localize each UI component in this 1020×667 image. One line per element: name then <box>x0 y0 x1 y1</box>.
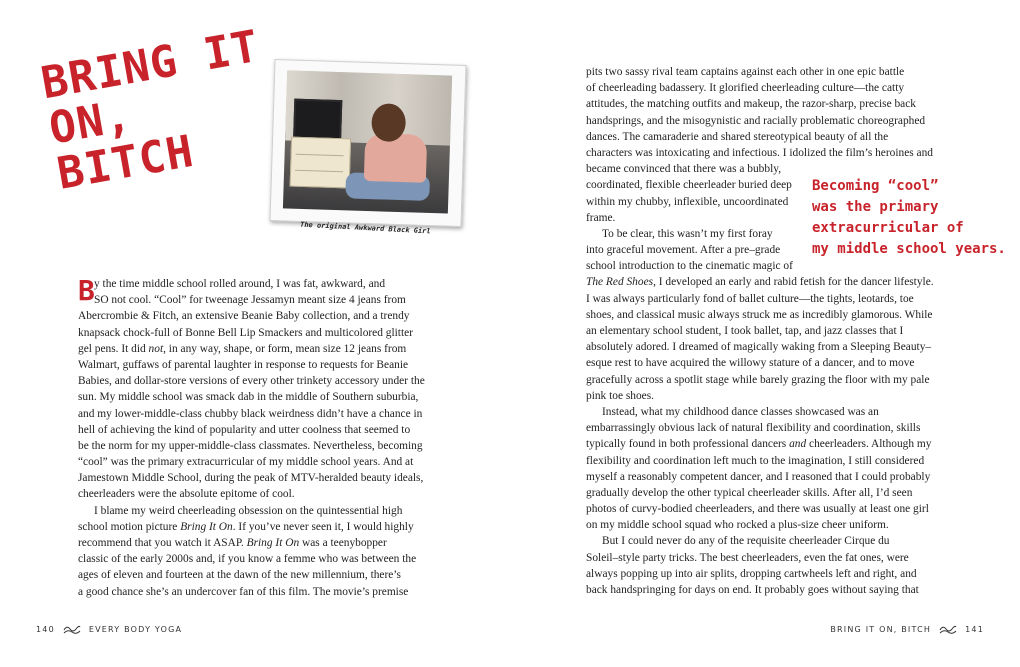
page-number: 141 <box>965 624 984 634</box>
text-line: Jamestown Middle School, during the peak of MTV-heralded beauty ideals, <box>78 472 424 485</box>
text-line: a good chance she’s an undercover fan of this film. The movie’s premise <box>78 585 409 598</box>
text-line: into graceful movement. After a pre–grade <box>586 244 781 257</box>
wave-icon <box>939 624 957 634</box>
text-line: But I could never do any of the requisite cheerleader Cirque du <box>602 535 890 548</box>
text-line: ages of eleven and fourteen at the dawn of the new millennium, there’s <box>78 569 401 582</box>
text-line: always popping up into air splits, dropping cartwheels left and right, and <box>586 567 917 580</box>
polaroid-photo <box>270 59 467 227</box>
text-line: shoes, and classical music always struck me as incredibly glamorous. While <box>586 308 933 321</box>
pull-quote-line: my middle school years. <box>812 241 1006 257</box>
text-line: embarrassingly obvious lack of natural flexibility and coordination, skills <box>586 422 921 435</box>
text-line: school introduction to the cinematic magic of <box>586 260 793 273</box>
footer-left <box>36 624 182 634</box>
text-line: hell of achieving the kind of popularity and utter coolness that seemed to <box>78 423 411 436</box>
pull-quote <box>812 176 1012 260</box>
text-line: typically found in both professional dancers and cheerleaders. Although my <box>586 438 932 451</box>
text-line: handsprings, and the misogynistic and racially problematic choreographed <box>586 114 926 127</box>
text-line: frame. <box>586 211 616 224</box>
text-line: back handspringing for days on end. It probably goes without saying that <box>586 584 919 596</box>
text-line: school motion picture Bring It On. If you’ve never seen it, I would highly <box>78 520 414 533</box>
text-line: pits two sassy rival team captains against each other in one epic battle <box>586 66 905 78</box>
chapter-title <box>38 20 298 198</box>
text-line: absolutely adored. I dreamed of magically waking from a Sleeping Beauty– <box>586 341 932 354</box>
chapter-title-line-2: ON, BITCH <box>45 90 198 200</box>
text-line: Instead, what my childhood dance classes showcased was an <box>602 405 879 418</box>
text-line: Abercrombie & Fitch, an extensive Beanie Baby collection, and a trendy <box>78 310 410 323</box>
text-line: flexibility and coordination left much to the imagination, I still considered <box>586 454 925 467</box>
text-line: on my middle school squad who rocked a plus-size cheer uniform. <box>586 519 889 532</box>
text-line: dances. The camaraderie and shared stereotypical beauty of all the <box>586 130 889 143</box>
right-body-text <box>586 64 946 598</box>
text-line: photos of curvy-bodied cheerleaders, and there was usually at least one girl <box>586 503 929 516</box>
text-line: gradually develop the other typical cheerleader skills. After all, I’d seen <box>586 486 913 499</box>
text-line: classic of the early 2000s and, if you know a femme who was between the <box>78 553 417 566</box>
wave-icon <box>63 624 81 634</box>
text-line: I blame my weird cheerleading obsession on the quintessential high <box>94 504 403 517</box>
text-line: knapsack chock-full of Bonne Bell Lip Smackers and multicolored glitter <box>78 326 413 339</box>
running-head: BRING IT ON, BITCH <box>830 624 932 634</box>
text-line: characters was intoxicating and infectious. I idolized the film’s heroines and <box>586 146 933 159</box>
text-line: gracefully across a spotlit stage while barely grazing the floor with my pale <box>586 373 930 386</box>
drop-cap: B <box>78 274 95 307</box>
text-line: myself a reasonably competent dancer, and I reasoned that I could probably <box>586 470 931 483</box>
text-line: Walmart, guffaws of parental laughter in response to requests for Beanie <box>78 358 409 371</box>
pull-quote-line: Becoming “cool” <box>812 178 939 194</box>
text-line: be the norm for my upper-middle-class classmates. Nevertheless, becoming <box>78 439 423 452</box>
text-line: B y the time middle school rolled around, I was fat, awkward, and <box>78 274 386 307</box>
text-line: pink toe shoes. <box>586 389 655 402</box>
text-line: sun. My middle school was smack dab in the middle of Southern suburbia, <box>78 391 419 404</box>
left-body-text <box>78 276 432 600</box>
text-line: within my chubby, inflexible, uncoordinated <box>586 195 789 208</box>
text-line: esque rest to have acquired the willowy stature of a dancer, and to move <box>586 357 915 370</box>
text-line: To be clear, this wasn’t my first foray <box>602 227 773 240</box>
text-line: Babies, and dollar-store versions of every other trinkety accessory under the <box>78 375 425 388</box>
text-line: and my lower-middle-class chubby black weirdness didn’t have a chance in <box>78 407 423 420</box>
text-line: The Red Shoes, I developed an early and rabid fetish for the dancer lifestyle. <box>586 276 934 289</box>
text-line: “cool” was the primary extracurricular of my middle school years. And at <box>78 456 414 469</box>
text-line: an elementary school student, I took ballet, tap, and jazz classes that I <box>586 325 904 337</box>
text-line: attitudes, the matching outfits and makeup, the razor-sharp, precise back <box>586 98 916 111</box>
right-page <box>510 0 1020 667</box>
text-line: coordinated, flexible cheerleader buried deep <box>586 179 792 192</box>
pull-quote-line: extracurricular of <box>812 220 964 236</box>
text-line: recommend that you watch it ASAP. Bring It On was a teenybopper <box>78 537 387 549</box>
text-line: cheerleaders were the absolute epitome of cool. <box>78 488 295 501</box>
text-line: gel pens. It did not, in any way, shape, or form, mean size 12 jeans from <box>78 342 407 355</box>
footer-right <box>830 624 984 634</box>
text-line: became convinced that there was a bubbly, <box>586 163 782 176</box>
photo-image <box>283 70 452 213</box>
text-line: Soleil–style party tricks. The best cheerleaders, even the fat ones, were <box>586 551 909 564</box>
text-line: of cheerleading badassery. It glorified cheerleading culture—the catty <box>586 82 905 95</box>
chapter-title-line-1: BRING IT <box>37 20 263 110</box>
running-head: EVERY BODY YOGA <box>88 624 183 634</box>
photo-caption: The original Awkward Black Girl <box>299 220 431 236</box>
text-line: I was always particularly fond of ballet culture—the tights, leotards, toe <box>586 292 914 305</box>
page-number: 140 <box>36 624 55 634</box>
pull-quote-line: was the primary <box>812 199 939 215</box>
text-line: SO not cool. “Cool” for tweenage Jessamyn meant size 4 jeans from <box>94 294 406 307</box>
